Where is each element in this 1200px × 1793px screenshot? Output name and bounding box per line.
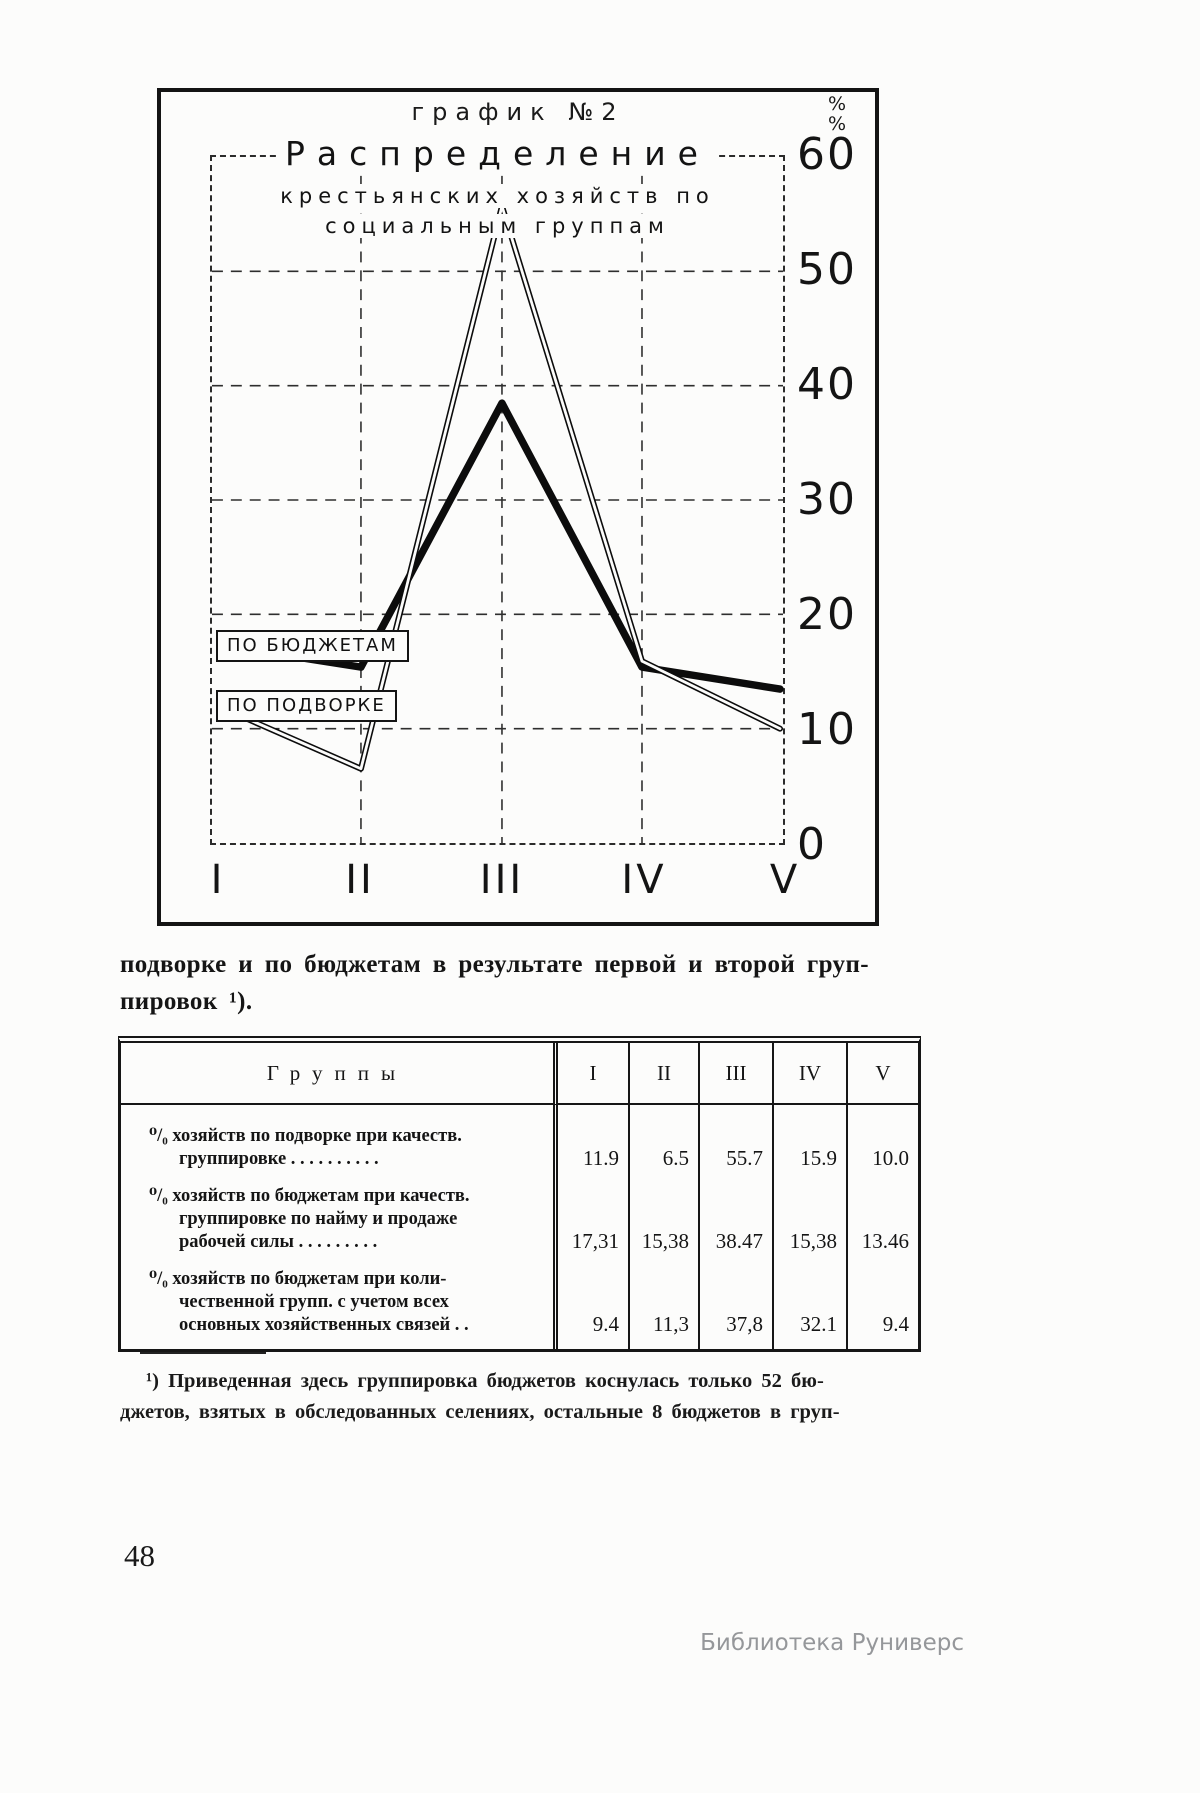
chart-subtitle-line1	[210, 184, 785, 208]
plot-area	[210, 155, 785, 845]
series-label-podvorka-text: ПО ПОДВОРКЕ	[227, 695, 386, 716]
y-axis-tick-20: 20	[797, 589, 857, 640]
percent-sign-top: %	[827, 93, 847, 115]
table-value-cell: 37,8	[698, 1262, 772, 1349]
series-label-podvorka	[216, 690, 397, 722]
table-label-line: рабочей силы . . . . . . . . .	[179, 1232, 378, 1252]
table-value-cell: 32.1	[772, 1262, 846, 1349]
chart-subtitle-line2-text: социальным группам	[317, 214, 678, 238]
body-paragraph-line1: подворке и по бюджетам в результате первой и второй груп-	[120, 951, 869, 978]
table-value-cell: 11,3	[628, 1262, 698, 1349]
table-header-col-III: III	[698, 1043, 772, 1105]
chart-title	[210, 134, 785, 173]
body-paragraph	[120, 946, 912, 1020]
footnote-line2: джетов, взятых в обследованных селениях, остальные 8 бюджетов в груп-	[120, 1401, 840, 1423]
footnote-line1: ¹) Приведенная здесь группировка бюджетов коснулась только 52 бю-	[146, 1370, 824, 1392]
table-value-cell: 38.47	[698, 1179, 772, 1262]
y-axis-tick-30: 30	[797, 474, 857, 525]
footnote	[120, 1366, 918, 1428]
x-axis-tick-IV: IV	[621, 857, 667, 903]
table-value-cell: 13.46	[846, 1179, 918, 1262]
x-axis-tick-II: II	[345, 857, 375, 903]
table-header-col-V: V	[846, 1043, 918, 1105]
y-axis-tick-0: 0	[797, 819, 827, 870]
chart-subtitle-line2	[210, 214, 785, 238]
table-label-line: чественной групп. с учетом всех	[179, 1292, 449, 1312]
x-axis-tick-III: III	[479, 857, 525, 903]
percent-sign-bottom: %	[827, 113, 847, 135]
table-value-cell: 11.9	[553, 1105, 628, 1179]
table-header-groups: Группы	[121, 1043, 553, 1105]
line-chart-canvas	[212, 157, 783, 843]
table-label-line: группировке . . . . . . . . . .	[179, 1149, 379, 1169]
library-watermark: Библиотека Руниверс	[700, 1630, 964, 1656]
y-axis-tick-40: 40	[797, 359, 857, 410]
percent-unit-label	[828, 94, 847, 134]
chart-figure	[157, 88, 879, 926]
table-label-line: ⁰/₀ хозяйств по бюджетам при коли-	[149, 1269, 447, 1289]
x-axis-tick-V: V	[769, 857, 801, 903]
table-label-line: ⁰/₀ хозяйств по подворке при качеств.	[149, 1126, 462, 1146]
table-value-cell: 55.7	[698, 1105, 772, 1179]
table-value-cell: 17,31	[553, 1179, 628, 1262]
x-axis-tick-I: I	[210, 857, 226, 903]
table-value-cell: 9.4	[846, 1262, 918, 1349]
chart-title-text: Распределение	[277, 134, 718, 173]
y-axis-tick-60: 60	[797, 129, 857, 180]
table-value-cell: 15,38	[628, 1179, 698, 1262]
chart-subtitle-line1-text: крестьянских хозяйств по	[272, 184, 723, 208]
chart-number-heading: график №2	[411, 98, 625, 126]
table-row-label	[121, 1105, 553, 1179]
series-label-budget	[216, 630, 409, 662]
page-number: 48	[124, 1538, 155, 1573]
table-value-cell: 15,38	[772, 1179, 846, 1262]
series-label-budget-text: ПО БЮДЖЕТАМ	[227, 635, 398, 656]
table-row-label	[121, 1262, 553, 1349]
table-value-cell: 9.4	[553, 1262, 628, 1349]
data-table	[118, 1036, 921, 1352]
table-value-cell: 15.9	[772, 1105, 846, 1179]
table-header-col-IV: IV	[772, 1043, 846, 1105]
table-label-line: ⁰/₀ хозяйств по бюджетам при качеств.	[149, 1186, 470, 1206]
table-label-line: группировке по найму и продаже	[179, 1209, 458, 1229]
table-header-col-II: II	[628, 1043, 698, 1105]
table-value-cell: 10.0	[846, 1105, 918, 1179]
y-axis-tick-50: 50	[797, 244, 857, 295]
body-paragraph-line2: пировок ¹).	[120, 988, 253, 1015]
y-axis-tick-10: 10	[797, 704, 857, 755]
footnote-divider	[140, 1352, 266, 1354]
table-row-label	[121, 1179, 553, 1262]
table-value-cell: 6.5	[628, 1105, 698, 1179]
table-header-col-I: I	[553, 1043, 628, 1105]
table-label-line: основных хозяйственных связей . .	[179, 1315, 469, 1335]
